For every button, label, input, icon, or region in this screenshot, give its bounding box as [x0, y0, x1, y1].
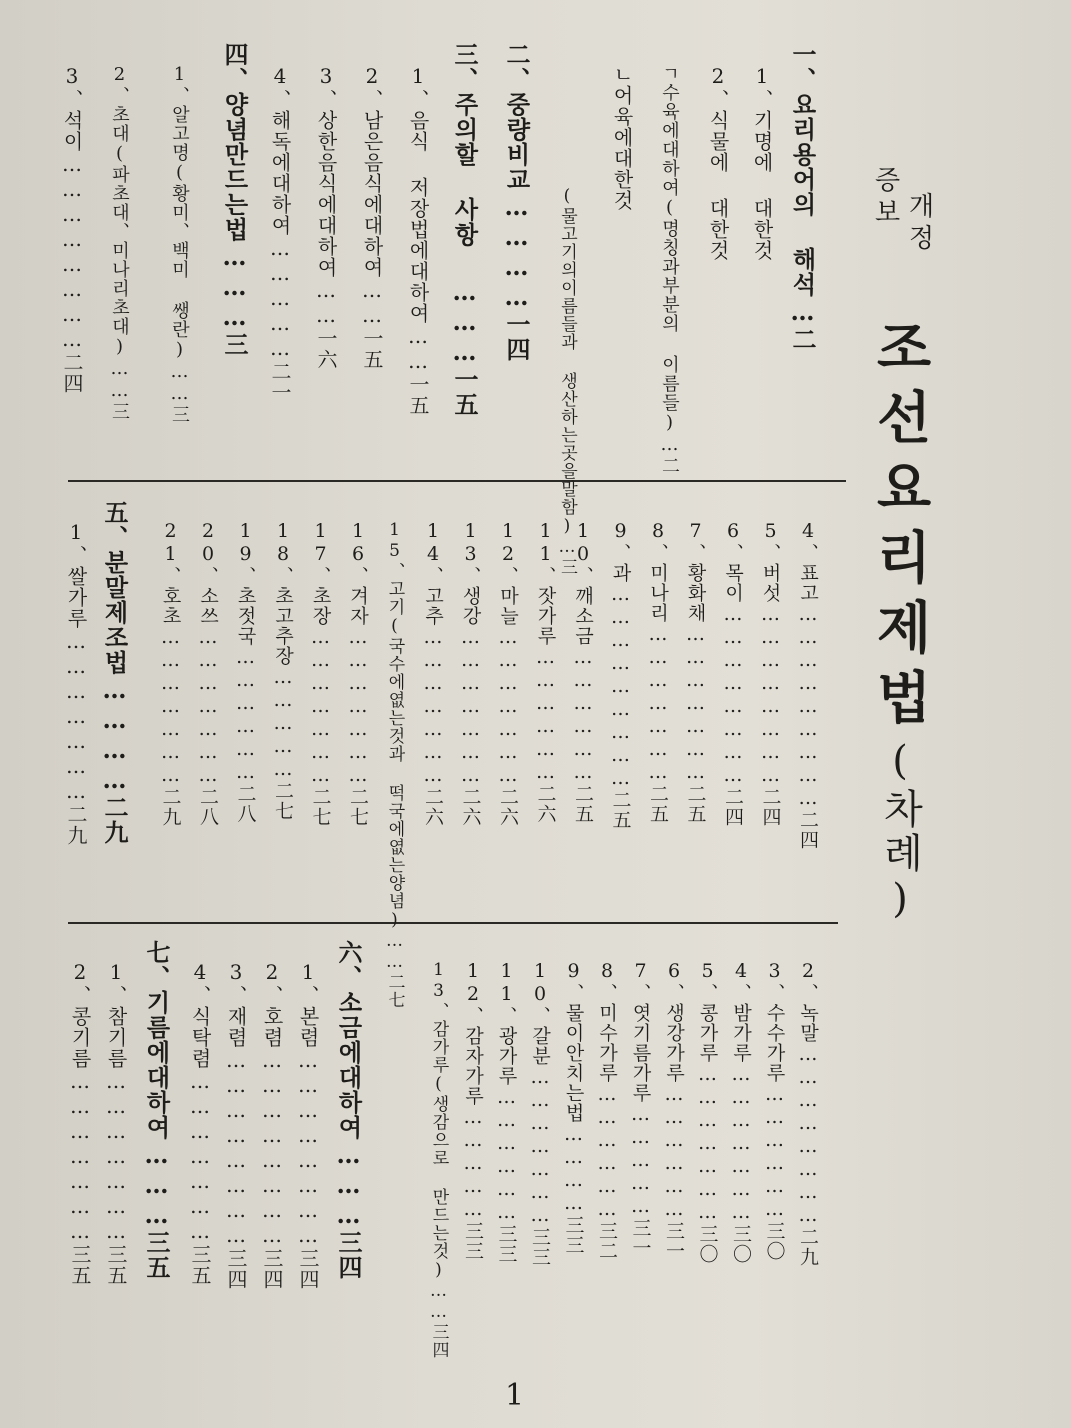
section-7-item-1: 1、참기름…………………三五 [104, 960, 128, 1286]
section-5-heading: 五、분말제조법…………二九 [100, 500, 129, 845]
middle-item-8: 11、잣가루………………二六 [534, 520, 557, 824]
section-6-item-2: 2、호렴……………………三四 [260, 960, 284, 1290]
middle-item-12: 15、고기(국수에엾는것과 떡국에엾는양념)……二七 [384, 520, 405, 1009]
section-4-heading: 四、양념만드는법………三 [220, 42, 249, 357]
book-title-sub: (차례) [877, 738, 923, 926]
section-1-heading: 一、요리용어의 해석…二 [788, 42, 817, 352]
bottom-item-6: 7、엿기름가루……………三一 [629, 960, 652, 1258]
bottom-item-3: 4、밤가루…………………三〇 [730, 960, 752, 1264]
middle-item-7: 10、깨소금………………二五 [572, 520, 594, 824]
bottom-item-11: 12、감자가루……………三三 [462, 960, 484, 1261]
middle-item-15: 18、초고추장……………二七 [272, 520, 294, 821]
section-1-item-2: 2、식물에 대한것 [706, 64, 730, 261]
section-5-item-1: 1、쌀가루…………………二九 [64, 520, 88, 846]
section-3-item-3: 3、상한음식에대하여……一六 [314, 64, 338, 370]
section-6-item-3: 3、재렴……………………三四 [224, 960, 248, 1290]
section-6-heading: 六、소금에대하여………三四 [334, 940, 363, 1280]
book-title-main: 조선요리제법 [867, 318, 933, 738]
edition-label-bottom: 증보 [870, 166, 900, 230]
section-4-item-2: 2、초대(파초대、미나리초대)……三 [109, 64, 130, 421]
bottom-item-12: 13、감가루(생감으로 만드는것)……三四 [428, 960, 449, 1359]
bottom-item-4: 5、콩가루…………………三〇 [696, 960, 719, 1264]
bottom-item-9: 10、갈분…………………三三 [529, 960, 551, 1267]
middle-item-5: 8、미나리…………………二五 [647, 520, 669, 824]
bottom-item-7: 8、미수가루………………三二 [596, 960, 618, 1261]
section-3-item-1: 1、음식 저장법에대하여……一五 [406, 64, 430, 416]
bottom-item-8: 9、물이안치는법…………三三 [562, 960, 585, 1255]
section-3-item-4: 4、해독에대하여……………二一 [268, 64, 292, 403]
middle-item-16: 19、초젓국………………二八 [234, 520, 257, 824]
section-1-item-1: 1、기명에 대한것 [750, 64, 774, 261]
middle-item-13: 16、겨자…………………二七 [347, 520, 369, 827]
section-7-heading: 七、기름에대하여………三五 [142, 940, 171, 1280]
section-3-item-2: 2、남은음식에대하여……一五 [360, 64, 384, 370]
middle-item-9: 12、마늘…………………二六 [497, 520, 519, 827]
section-6-item-4: 4、식탁렴…………………三五 [188, 960, 212, 1286]
middle-item-3: 6、목이……………………二四 [722, 520, 744, 827]
middle-item-11: 14、고추…………………二六 [422, 520, 444, 827]
middle-item-4: 7、황화채…………………二五 [684, 520, 707, 824]
bottom-item-10: 11、광가루………………三三 [495, 960, 518, 1264]
page-number: 1 [505, 1378, 525, 1413]
middle-item-18: 21、호초…………………二九 [159, 520, 182, 827]
bottom-item-1: 2、녹말……………………二九 [797, 960, 819, 1267]
middle-item-6: 9、과………………………二五 [609, 520, 632, 830]
bottom-item-5: 6、생강가루………………三一 [663, 960, 685, 1261]
edition-label-top: 개정 [904, 192, 934, 256]
middle-item-17: 20、소쓰…………………二八 [197, 520, 219, 827]
section-7-item-2: 2、콩기름…………………三五 [68, 960, 92, 1286]
section-2-note: (물고기의이름들과 생산하는곳을말함)…三 [557, 186, 577, 576]
middle-item-10: 13、생강…………………二六 [459, 520, 482, 827]
divider-bottom [68, 922, 838, 924]
section-6-item-1: 1、본렴……………………三四 [296, 960, 320, 1290]
bottom-item-2: 3、수수가루………………三〇 [763, 960, 786, 1261]
middle-item-1: 4、표고………………………二四 [797, 520, 819, 850]
middle-item-14: 17、초장…………………二七 [309, 520, 332, 827]
section-1-item-4: ㄴ어육에대한것 [610, 64, 634, 211]
section-4-item-1: 1、알고명(황미、백미 쌩란)……三 [169, 64, 190, 424]
book-title [867, 318, 933, 926]
divider-top [68, 480, 846, 482]
section-4-item-3: 3、석이……………………二四 [60, 64, 84, 394]
middle-item-2: 5、버섯……………………二四 [759, 520, 782, 827]
section-1-item-3: ㄱ수육에대하여(명칭과부분의 이름들)…二 [659, 64, 680, 475]
section-2-heading: 二、중량비교…………一四 [502, 42, 531, 362]
section-3-heading: 三、주의할 사항 ………一五 [450, 42, 479, 417]
